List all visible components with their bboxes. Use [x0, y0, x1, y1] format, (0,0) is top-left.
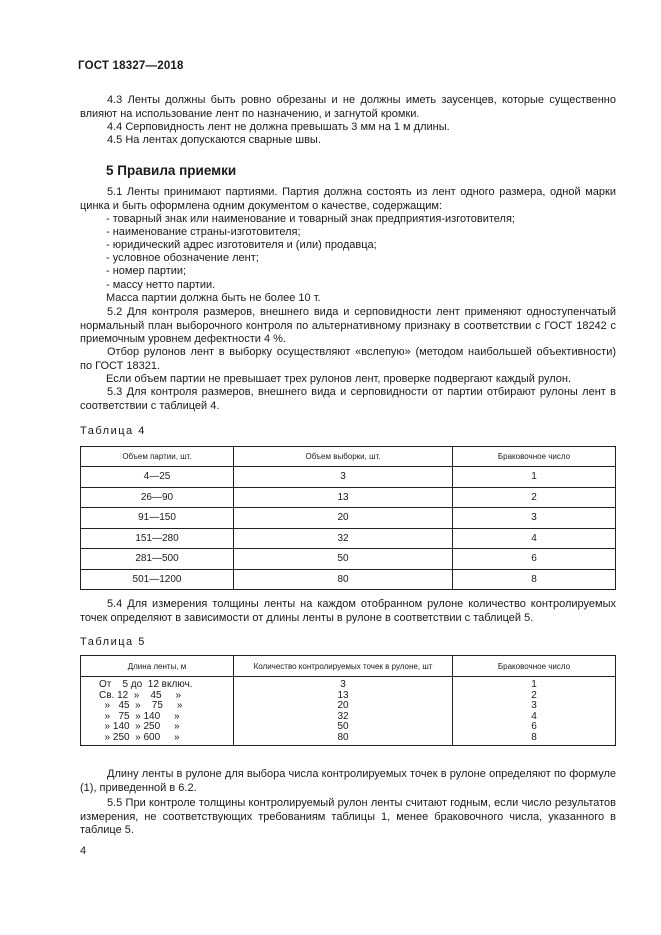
paragraph-5-4: 5.4 Для измерения толщины ленты на каждом отобранном рулоне количество контролируемых точек определяют в зависимости от длины ленты в рулоне в соответствии с таблицей 5.	[80, 598, 616, 624]
paragraph-4-3: 4.3 Ленты должны быть ровно обрезаны и не должны иметь заусенцев, которые существенно влияют на использование лент по назначению, и загнутой кромки.	[80, 94, 616, 120]
table-cell: 91—150	[81, 508, 234, 529]
table-4	[80, 446, 616, 590]
table4-caption-number: 4	[138, 425, 145, 437]
length-range: От 5 до 12 включ.	[99, 679, 193, 690]
points-value: 80	[337, 731, 349, 743]
table-cell: 50	[234, 549, 453, 570]
mass-note: Масса партии должна быть не более 10 т.	[106, 292, 321, 304]
table-cell: 6	[453, 549, 616, 570]
list-item: - номер партии;	[106, 265, 187, 277]
length-range: » 140 » 250 »	[99, 721, 180, 732]
table-cell: 151—280	[81, 528, 234, 549]
table-5	[80, 655, 616, 746]
table-cell: 4—25	[81, 467, 234, 488]
table4-header: Объем выборки, шт.	[234, 447, 453, 467]
list-item: - товарный знак или наименование и товарный знак предприятия-изготовителя;	[106, 213, 515, 225]
points-value: 32	[337, 710, 349, 722]
page-number: 4	[80, 845, 87, 857]
list-item: - юридический адрес изготовителя и (или) продавца;	[106, 239, 377, 251]
table-row	[81, 569, 616, 590]
reject-value: 2	[531, 689, 537, 701]
table-row	[81, 528, 616, 549]
table-row	[81, 508, 616, 529]
table-row	[81, 677, 616, 746]
table5-length-column	[81, 677, 234, 746]
paragraph-4-5: 4.5 На лентах допускаются сварные швы.	[107, 134, 321, 146]
table-cell: 3	[453, 508, 616, 529]
table5-caption-word: Таблица	[80, 636, 134, 648]
list-item: - массу нетто партии.	[106, 279, 216, 291]
list-item: - наименование страны-изготовителя;	[106, 226, 301, 238]
table-row	[81, 467, 616, 488]
table-cell: 2	[453, 487, 616, 508]
paragraph-5-3: 5.3 Для контроля размеров, внешнего вида и серповидности от партии отбирают рулоны лент в соответствии с таблицей 4.	[80, 386, 616, 412]
table5-header: Браковочное число	[453, 656, 616, 677]
table-cell: 26—90	[81, 487, 234, 508]
points-value: 13	[337, 689, 349, 701]
length-range: Св. 12 » 45 »	[99, 689, 182, 701]
length-range: » 75 » 140 »	[99, 710, 180, 722]
reject-value: 3	[531, 700, 537, 711]
table-row	[81, 487, 616, 508]
length-range: » 250 » 600 »	[99, 731, 180, 743]
points-value: 50	[337, 721, 349, 732]
table4-caption	[80, 425, 144, 437]
paragraph-5-1: 5.1 Ленты принимают партиями. Партия должна состоять из лент одного размера, одной марки цинка и быть оформлена одним документом о качестве, содержащим:	[80, 186, 616, 212]
paragraph-three-rolls: Если объем партии не превышает трех рулонов лент, проверке подвергают каждый рулон.	[106, 373, 571, 385]
table-cell: 501—1200	[81, 569, 234, 590]
reject-value: 4	[531, 710, 537, 722]
table-row	[81, 549, 616, 570]
table-cell: 281—500	[81, 549, 234, 570]
paragraph-4-4: 4.4 Серповидность лент не должна превышать 3 мм на 1 м длины.	[107, 121, 450, 133]
reject-value: 1	[531, 679, 537, 690]
paragraph-5-2: 5.2 Для контроля размеров, внешнего вида и серповидности лент применяют одноступенчатый нормальный план выборочного контроля по альтернативному признаку в соответствии с ГОСТ 18242 с приемочным уровнем дефектности 4 %.	[80, 306, 616, 345]
table-cell: 8	[453, 569, 616, 590]
list-item: - условное обозначение лент;	[106, 252, 259, 264]
points-value: 3	[340, 679, 346, 690]
table4-header: Браковочное число	[453, 447, 616, 467]
paragraph-5-5: 5.5 При контроле толщины контролируемый рулон ленты считают годным, если число результатов измерения, не соответствующих требованиям таблицы 1, менее браковочного числа, указанного в таблице 5.	[80, 797, 616, 836]
reject-value: 8	[531, 731, 537, 743]
table5-caption	[80, 636, 144, 648]
paragraph-formula: Длину ленты в рулоне для выбора числа контролируемых точек в рулоне определяют по формуле (1), приведенной в 6.2.	[80, 768, 616, 794]
document-header: ГОСТ 18327—2018	[78, 60, 184, 72]
points-value: 20	[337, 700, 349, 711]
reject-value: 6	[531, 721, 537, 732]
table5-caption-number: 5	[138, 636, 145, 648]
table-cell: 80	[234, 569, 453, 590]
table-cell: 13	[234, 487, 453, 508]
table4-header: Объем партии, шт.	[81, 447, 234, 467]
length-range: » 45 » 75 »	[99, 700, 183, 711]
paragraph-sampling: Отбор рулонов лент в выборку осуществляют «вслепую» (методом наибольшей объективности) по ГОСТ 18321.	[80, 346, 616, 372]
table5-reject-column	[453, 677, 616, 746]
table-cell: 20	[234, 508, 453, 529]
table-cell: 3	[234, 467, 453, 488]
table5-header: Длина ленты, м	[81, 656, 234, 677]
table-cell: 4	[453, 528, 616, 549]
table4-caption-word: Таблица	[80, 425, 134, 437]
table-cell: 32	[234, 528, 453, 549]
section-5-title: 5 Правила приемки	[106, 163, 237, 178]
table-cell: 1	[453, 467, 616, 488]
table5-points-column	[234, 677, 453, 746]
table5-header: Количество контролируемых точек в рулоне, шт	[234, 656, 453, 677]
